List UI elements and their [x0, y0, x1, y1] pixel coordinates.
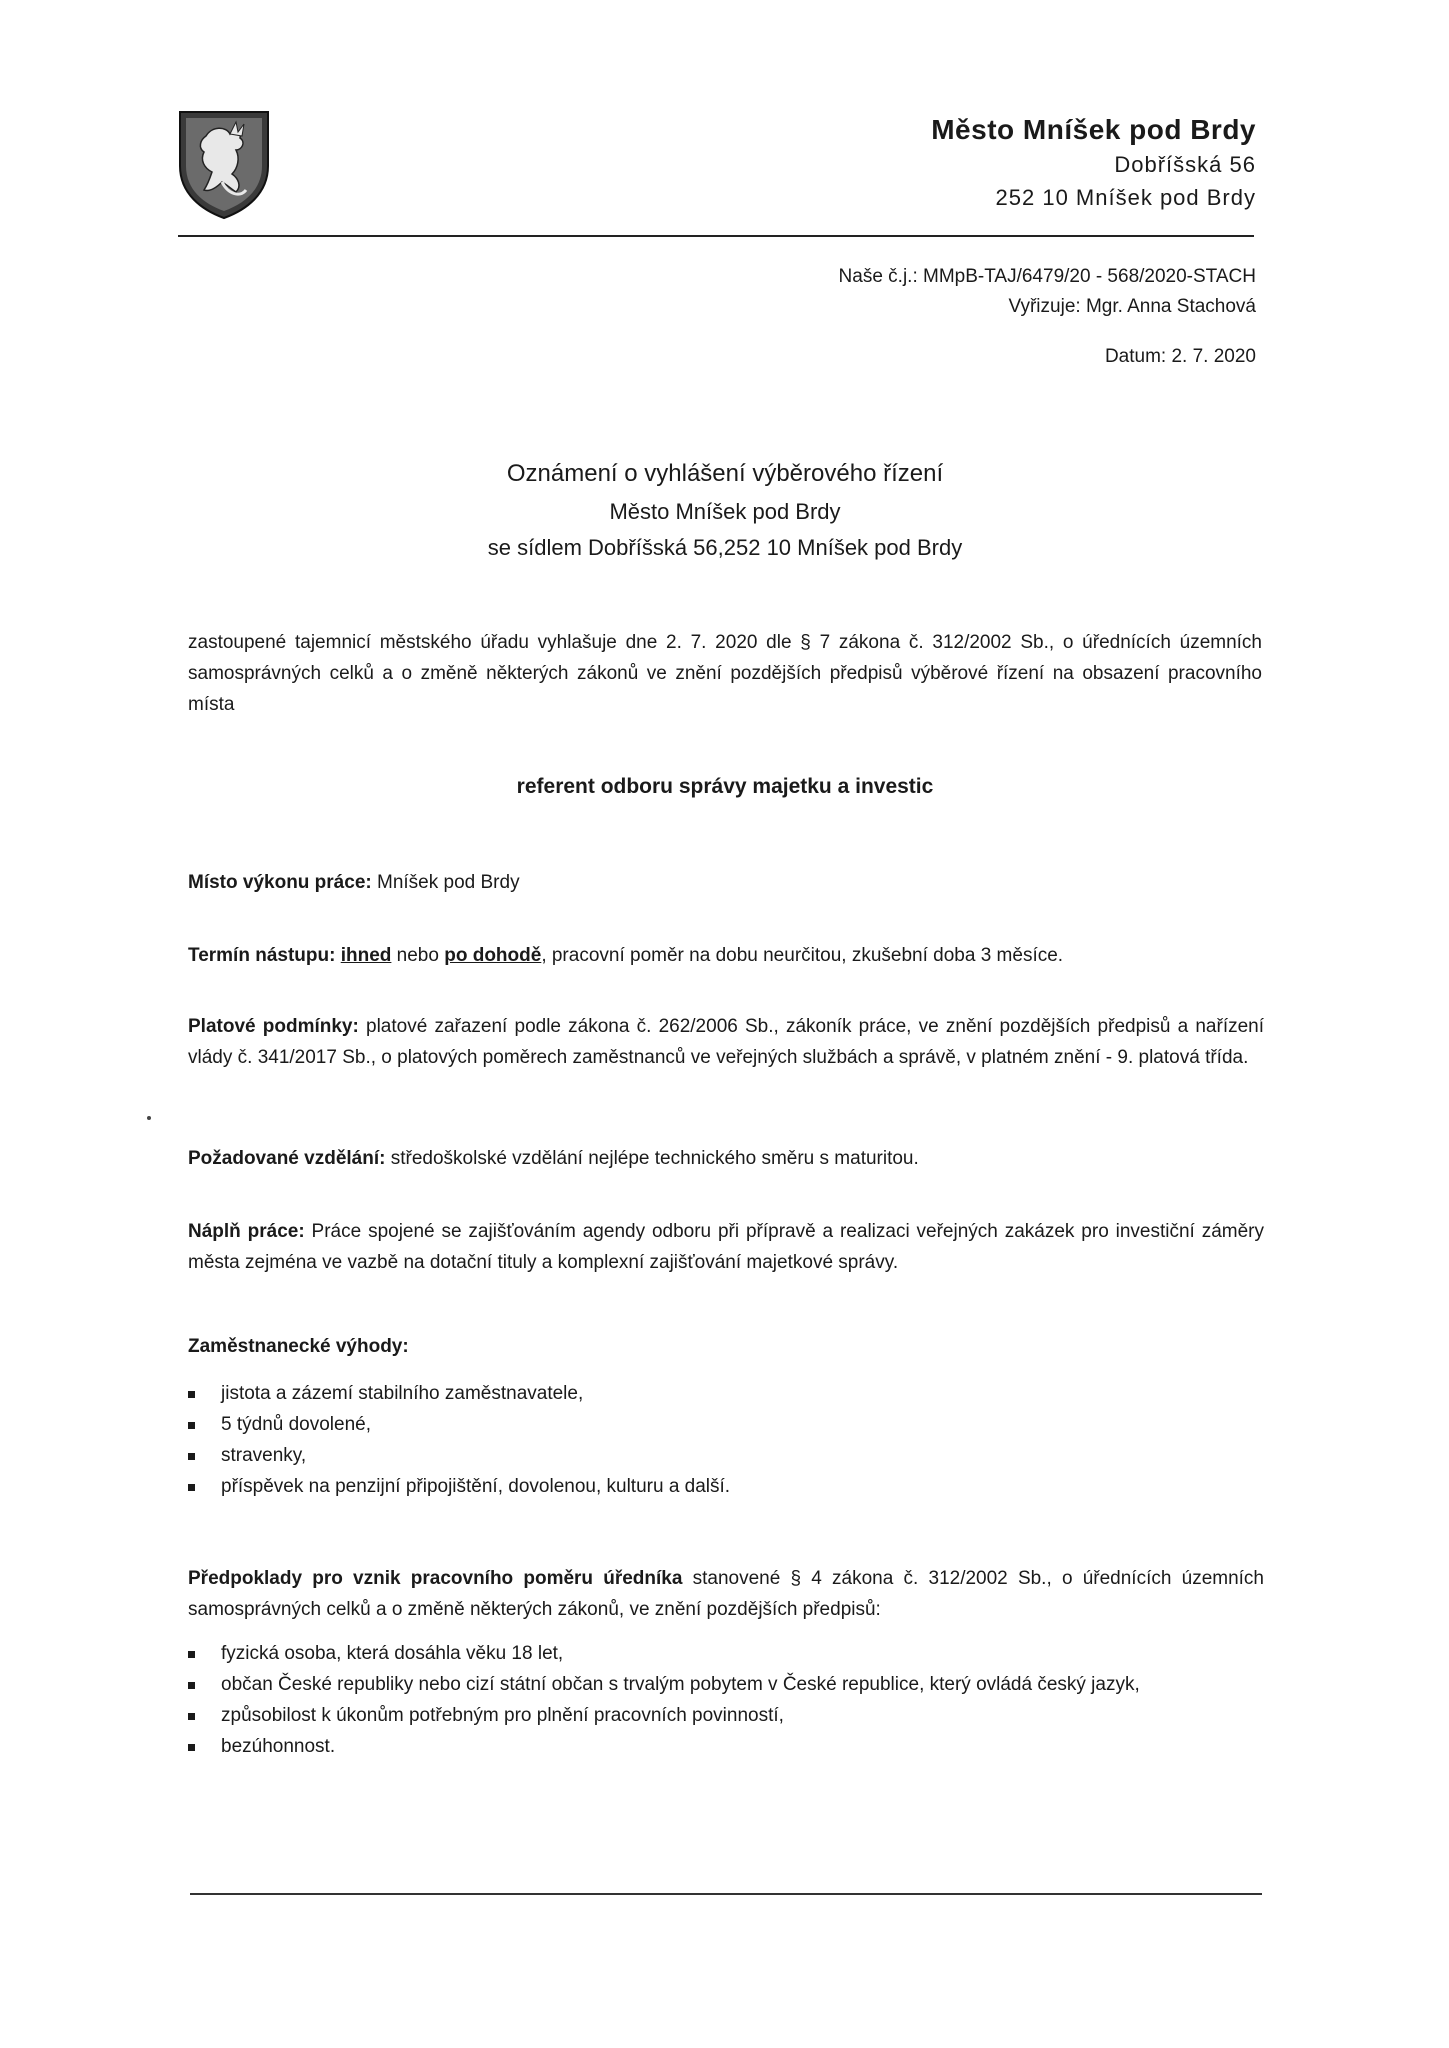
scan-speck: [147, 1116, 151, 1120]
salary-conditions-label: Platové podmínky:: [188, 1016, 359, 1037]
lion-crest-icon: [176, 108, 272, 220]
handler-name: Vyřizuje: Mgr. Anna Stachová: [1008, 296, 1256, 317]
work-location-value: Mníšek pod Brdy: [371, 872, 520, 893]
benefits-list: [188, 1378, 1264, 1502]
letterhead: [931, 112, 1256, 214]
start-option-by-agreement: po dohodě: [444, 945, 542, 966]
organization-name: Město Mníšek pod Brdy: [931, 114, 1256, 145]
start-option-immediately: ihned: [340, 945, 392, 966]
required-education-value: středoškolské vzdělání nejlépe technického směru s maturitou.: [385, 1148, 919, 1169]
work-location: [188, 867, 1264, 898]
list-item: způsobilost k úkonům potřebným pro plnění pracovních povinností,: [188, 1700, 1264, 1731]
job-description: [188, 1216, 1264, 1278]
footer-divider: [190, 1893, 1262, 1895]
job-description-label: Náplň práce:: [188, 1221, 305, 1242]
intro-paragraph: zastoupené tajemnicí městského úřadu vyhlašuje dne 2. 7. 2020 dle § 7 zákona č. 312/2002 Sb., o úřednících územních samosprávných celků a o změně některých zákonů ve znění pozdějších předpisů výběrové řízení na obsazení pracovního místa: [188, 632, 1262, 715]
job-description-value: Práce spojené se zajišťováním agendy odboru při přípravě a realizaci veřejných zakázek pro investiční záměry města zejména ve vazbě na dotační tituly a komplexní zajišťování majetkové správy.: [188, 1221, 1264, 1273]
requirements-value: stanovené § 4 zákona č. 312/2002 Sb., o úřednících územních samosprávných celků a o změně některých zákonů, ve znění pozdějších předpisů:: [188, 1568, 1264, 1620]
list-item: bezúhonnost.: [188, 1731, 1264, 1762]
list-item: stravenky,: [188, 1440, 1264, 1471]
start-date-details: , pracovní poměr na dobu neurčitou, zkušební doba 3 měsíce.: [541, 945, 1064, 966]
list-item: jistota a zázemí stabilního zaměstnavatele,: [188, 1378, 1264, 1409]
title-address: se sídlem Dobříšská 56,252 10 Mníšek pod Brdy: [487, 535, 963, 560]
document-title: Oznámení o vyhlášení výběrového řízení: [506, 460, 944, 487]
reference-block: [839, 262, 1256, 372]
benefits-heading: Zaměstnanecké výhody:: [188, 1336, 409, 1357]
start-date-label: Termín nástupu:: [188, 945, 336, 966]
requirements-label: Předpoklady pro vznik pracovního poměru úředníka: [188, 1568, 683, 1589]
list-item: občan České republiky nebo cizí státní občan s trvalým pobytem v České republice, který ovládá český jazyk,: [188, 1669, 1264, 1700]
salary-conditions-value: platové zařazení podle zákona č. 262/2006 Sb., zákoník práce, ve znění pozdějších předpisů a nařízení vlády č. 341/2017 Sb., o platových poměrech zaměstnanců ve veřejných službách a správě, v platném znění - 9. platová třída.: [188, 1016, 1265, 1068]
title-organization: Město Mníšek pod Brdy: [609, 499, 841, 524]
list-item: fyzická osoba, která dosáhla věku 18 let,: [188, 1638, 1264, 1669]
required-education-label: Požadované vzdělání:: [188, 1148, 386, 1169]
work-location-label: Místo výkonu práce:: [188, 872, 372, 893]
start-option-connector: nebo: [391, 945, 445, 966]
document-date: Datum: 2. 7. 2020: [1104, 346, 1256, 367]
list-item: 5 týdnů dovolené,: [188, 1409, 1264, 1440]
requirements-paragraph: [188, 1563, 1264, 1625]
header-divider: [178, 235, 1254, 237]
organization-city: 252 10 Mníšek pod Brdy: [995, 185, 1256, 210]
position-title: referent odboru správy majetku a investic: [516, 775, 934, 798]
title-block: [180, 454, 1270, 566]
salary-conditions: [188, 1011, 1264, 1073]
required-education: [188, 1143, 1264, 1174]
reference-number: Naše č.j.: MMpB-TAJ/6479/20 - 568/2020-STACH: [838, 266, 1256, 287]
start-date: [188, 940, 1264, 971]
list-item: příspěvek na penzijní připojištění, dovolenou, kulturu a další.: [188, 1471, 1264, 1502]
organization-street: Dobříšská 56: [1114, 152, 1256, 177]
requirements-list: [188, 1638, 1264, 1762]
